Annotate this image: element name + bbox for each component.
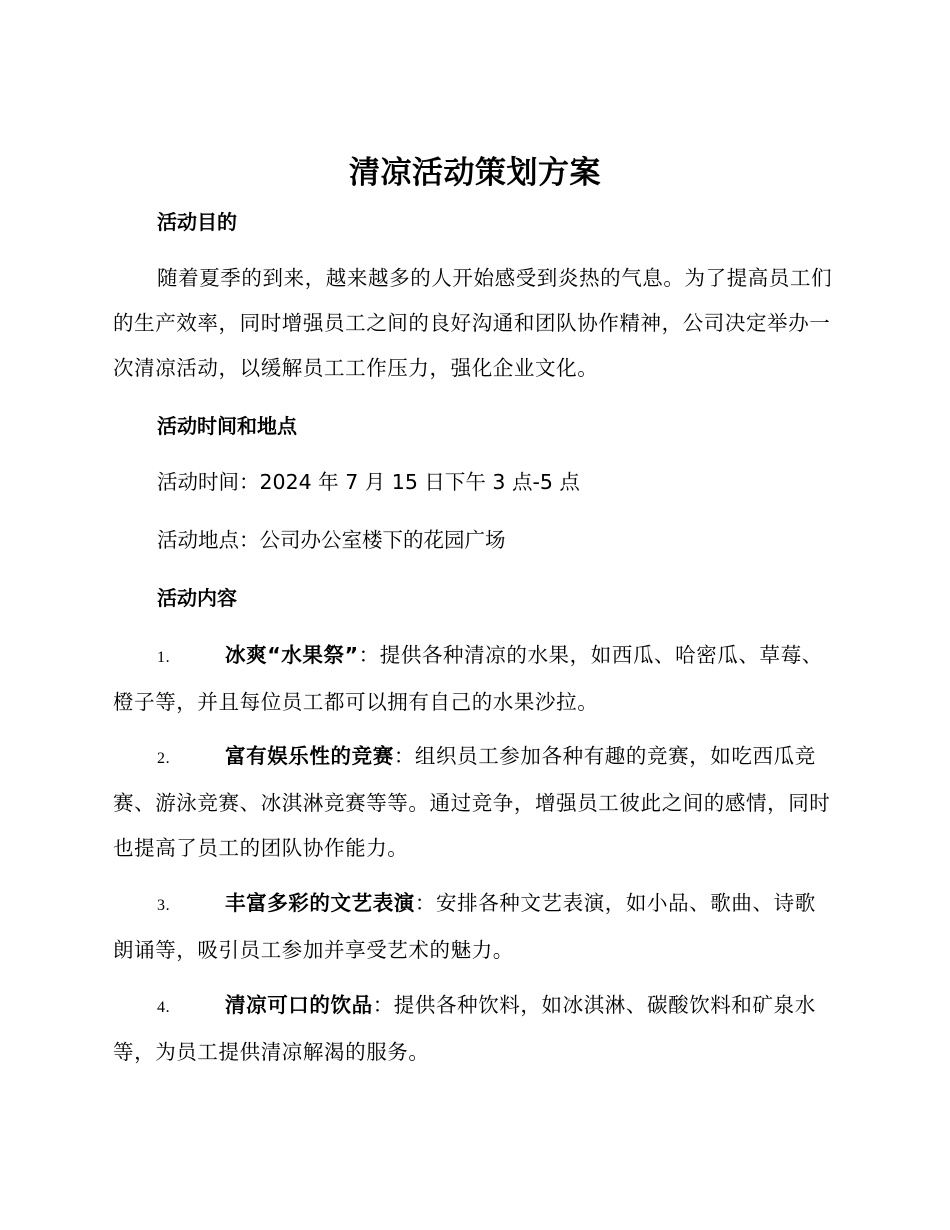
- list-item-number: 2.: [157, 750, 171, 767]
- list-item-number: 1.: [157, 649, 171, 666]
- list-item-text: ：安排各种文艺表演，如小品、歌曲、诗歌朗诵等，吸引员工参加并享受艺术的魅力。: [113, 891, 816, 962]
- list-item-text: ：提供各种清凉的水果，如西瓜、哈密瓜、草莓、橙子等，并且每位员工都可以拥有自己的水果沙拉。: [113, 643, 823, 714]
- section-heading-content: 活动内容: [157, 586, 237, 610]
- section-heading-purpose: 活动目的: [157, 210, 237, 234]
- list-item-number: 4.: [157, 999, 171, 1016]
- purpose-paragraph: 随着夏季的到来，越来越多的人开始感受到炎热的气息。为了提高员工们的生产效率，同时增强员工之间的良好沟通和团队协作精神，公司决定举办一次清凉活动，以缓解员工工作压力，强化企业文化。: [113, 266, 833, 380]
- list-item: [113, 734, 835, 871]
- list-item-lead: 丰富多彩的文艺表演: [225, 891, 415, 915]
- list-item: [113, 983, 835, 1075]
- list-item: [113, 881, 835, 973]
- document-title: 清凉活动策划方案: [349, 155, 601, 191]
- list-item: [113, 633, 835, 725]
- list-item-text: ：提供各种饮料，如冰淇淋、碳酸饮料和矿泉水等，为员工提供清凉解渴的服务。: [113, 993, 816, 1064]
- list-item-lead: 清凉可口的饮品: [225, 993, 373, 1017]
- list-item-number: 3.: [157, 897, 171, 914]
- activity-place: 活动地点：公司办公室楼下的花园广场: [157, 528, 506, 552]
- section-heading-time-place: 活动时间和地点: [157, 414, 297, 438]
- list-item-text: ：组织员工参加各种有趣的竞赛，如吃西瓜竞赛、游泳竞赛、冰淇淋竞赛等等。通过竞争，增强员工彼此之间的感情，同时也提高了员工的团队协作能力。: [113, 744, 831, 860]
- activity-time: 活动时间：2024 年 7 月 15 日下午 3 点-5 点: [157, 470, 580, 494]
- list-item-lead: 富有娱乐性的竞赛: [225, 744, 394, 768]
- list-item-lead: 冰爽“水果祭”: [225, 643, 359, 667]
